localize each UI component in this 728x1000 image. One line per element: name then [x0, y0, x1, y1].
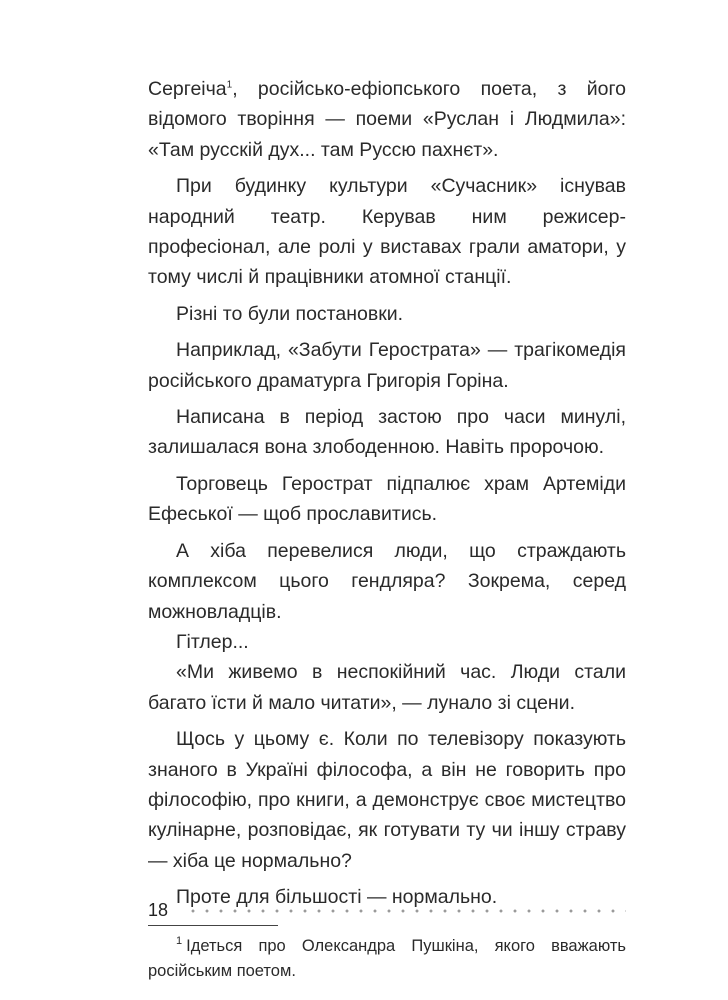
paragraph-1: Сергеіча$^1$, російсько-ефіопського поета, з його відомого творіння — поеми «Руслан і Людмила»: «Там русскій дух... там Руссю пахнєт». [148, 78, 626, 161]
footnote-divider [148, 925, 278, 926]
paragraph-3: Різні то були постановки. [176, 302, 404, 325]
dotted-leader [186, 909, 626, 913]
footnote-marker: 1 [176, 935, 183, 948]
main-text [148, 74, 626, 913]
paragraph-9: «Ми живемо в неспокійний час. Люди стали багато їсти й мало читати», — лунало зі сцени. [148, 661, 626, 714]
footnote [148, 934, 626, 984]
paragraph-11: Проте для більшості — нормально. [176, 886, 498, 909]
page-footer [148, 900, 626, 921]
book-page [148, 74, 626, 980]
paragraph-10: Щось у цьому є. Коли по телевізору показують знаного в Україні філософа, а він не говорить про філософію, про книги, а демонструє своє мистецтво кулінарне, розповідає, як готувати ту чи іншу страву — хіба це нормально? [148, 728, 626, 872]
page-number: 18 [148, 900, 169, 920]
footnote-text: Ідеться про Олександра Пушкіна, якого вважають російським поетом. [148, 936, 626, 980]
footnote-reference: 1 [226, 79, 233, 91]
paragraph-4: Наприклад, «Забути Герострата» — трагікомедія російського драматурга Григорія Горіна. [148, 339, 626, 392]
paragraph-5: Написана в період застою про часи минулі, залишалася вона злободенною. Навіть пророчою. [148, 406, 626, 459]
paragraph-6: Торговець Герострат підпалює храм Артеміди Ефеської — щоб прославитись. [148, 472, 626, 526]
paragraph-2: При будинку культури «Сучасник» існував народний театр. Керував ним режисер-професіонал, але ролі у виставах грали аматори, у тому числі й працівники атомної станції. [148, 175, 626, 289]
paragraph-7: А хіба перевелися люди, що страждають комплексом цього гендляра? Зокрема, серед можновладців. [148, 539, 626, 623]
paragraph-8: Гітлер... [176, 630, 249, 653]
